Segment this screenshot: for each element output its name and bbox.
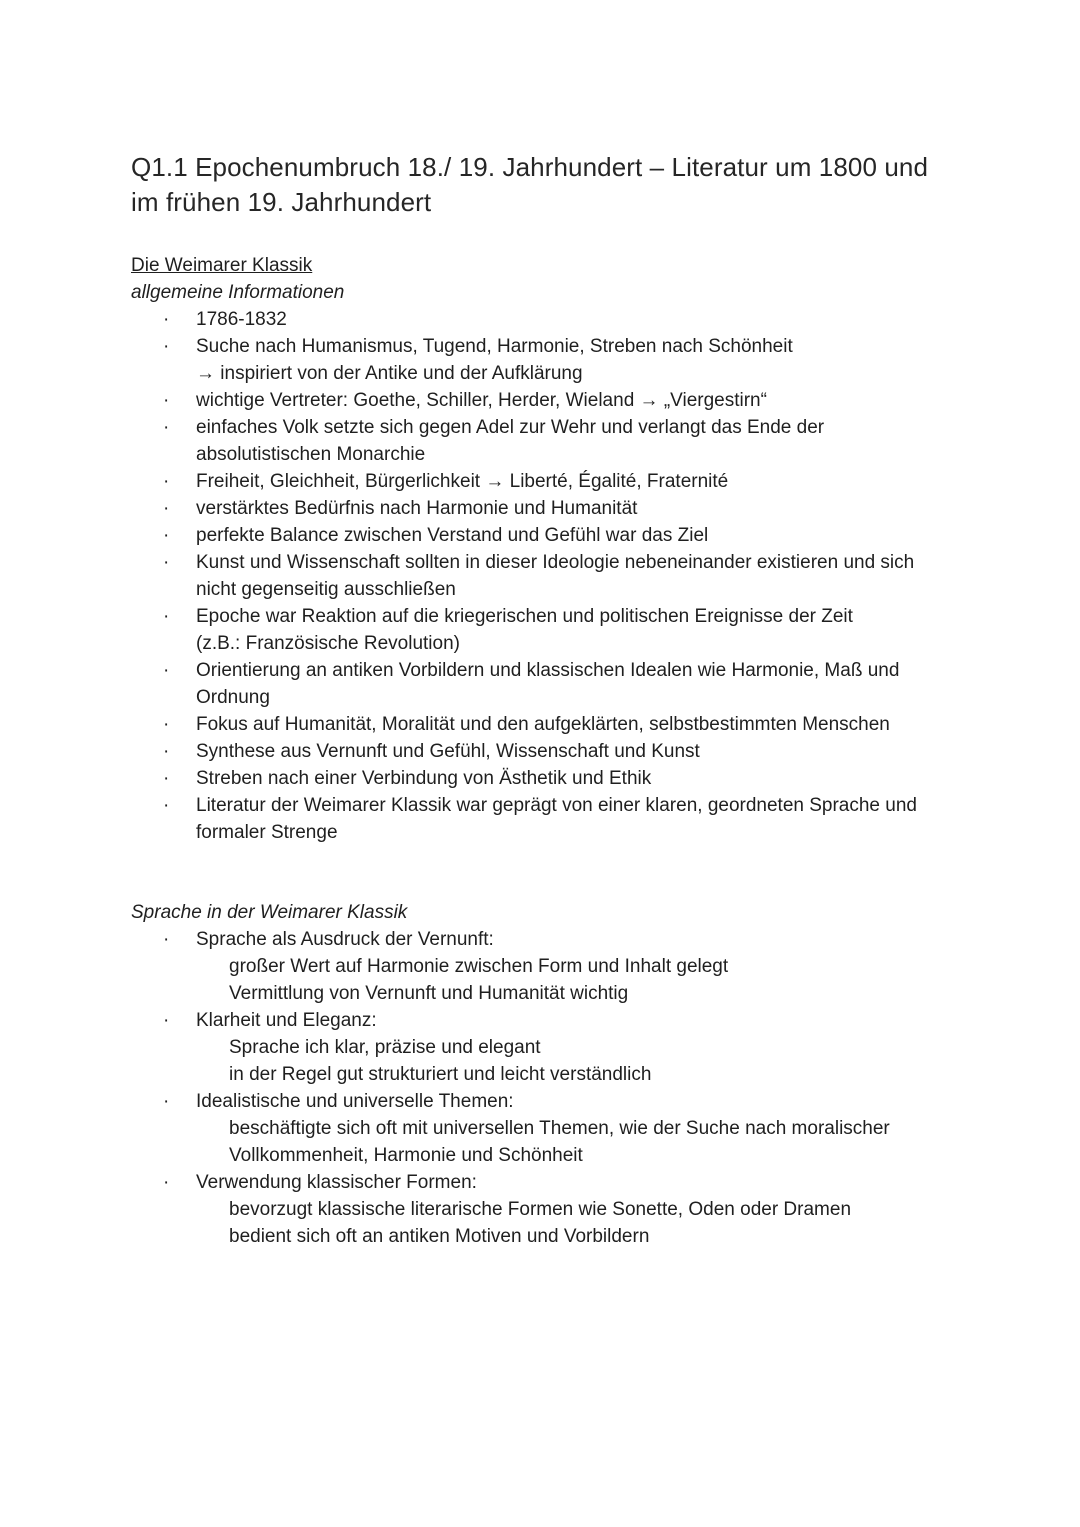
list-item [131,1088,961,1169]
list-item-text: Freiheit, Gleichheit, Bürgerlichkeit → Liberté, Égalité, Fraternité [196,471,729,492]
list-item [131,387,961,414]
list-item-detail: bedient sich oft an antiken Motiven und Vorbildern [229,1226,650,1247]
list-item [131,765,961,792]
list-item [131,657,961,711]
list-item [131,1169,961,1250]
list-item-continuation: nicht gegenseitig ausschließen [196,579,456,600]
list-item [131,603,961,657]
list-item [131,333,961,387]
general-info-list [131,306,961,846]
list-item-text: verstärktes Bedürfnis nach Harmonie und Humanität [196,498,638,519]
bullet-icon: · [163,390,170,411]
bullet-icon: · [163,498,170,519]
list-item-text: Suche nach Humanismus, Tugend, Harmonie, Streben nach Schönheit [196,336,793,357]
list-item-detail: Sprache ich klar, präzise und elegant [229,1037,541,1058]
list-item [131,414,961,468]
document-page [131,150,961,1250]
list-item-detail: großer Wert auf Harmonie zwischen Form und Inhalt gelegt [229,956,729,977]
list-item-detail: beschäftigte sich oft mit universellen Themen, wie der Suche nach moralischer [229,1118,890,1139]
language-list [131,926,961,1250]
list-item-detail: Vermittlung von Vernunft und Humanität wichtig [229,983,629,1004]
bullet-icon: · [163,552,170,573]
language-subheading: Sprache in der Weimarer Klassik [131,902,408,923]
list-item [131,468,961,495]
bullet-icon: · [163,795,170,816]
list-item-text: Verwendung klassischer Formen: [196,1172,477,1193]
list-item-text: einfaches Volk setzte sich gegen Adel zur Wehr und verlangt das Ende der [196,417,825,438]
list-item-text: perfekte Balance zwischen Verstand und Gefühl war das Ziel [196,525,709,546]
bullet-icon: · [163,714,170,735]
list-item [131,738,961,765]
bullet-icon: · [163,929,170,950]
bullet-icon: · [163,417,170,438]
list-item-continuation: formaler Strenge [196,822,338,843]
bullet-icon: · [163,768,170,789]
list-item-detail: Vollkommenheit, Harmonie und Schönheit [229,1145,583,1166]
list-item-text: Klarheit und Eleganz: [196,1010,377,1031]
list-item [131,495,961,522]
list-item-continuation: absolutistischen Monarchie [196,444,426,465]
list-item-text: Synthese aus Vernunft und Gefühl, Wissenschaft und Kunst [196,741,700,762]
list-item-text: Kunst und Wissenschaft sollten in dieser Ideologie nebeneinander existieren und sich [196,552,915,573]
bullet-icon: · [163,606,170,627]
bullet-icon: · [163,1091,170,1112]
bullet-icon: · [163,1172,170,1193]
list-item [131,549,961,603]
page-title: Q1.1 Epochenumbruch 18./ 19. Jahrhundert – Literatur um 1800 und im frühen 19. Jahrhundert [131,152,929,217]
list-item-continuation: (z.B.: Französische Revolution) [196,633,460,654]
list-item-detail: bevorzugt klassische literarische Formen wie Sonette, Oden oder Dramen [229,1199,852,1220]
list-item [131,522,961,549]
list-item-text: wichtige Vertreter: Goethe, Schiller, Herder, Wieland → „Viergestirn“ [196,390,767,411]
list-item-text: Idealistische und universelle Themen: [196,1091,514,1112]
list-item-detail: in der Regel gut strukturiert und leicht verständlich [229,1064,652,1085]
bullet-icon: · [163,1010,170,1031]
bullet-icon: · [163,660,170,681]
list-item-text: Orientierung an antiken Vorbildern und klassischen Idealen wie Harmonie, Maß und [196,660,900,681]
list-item-text: Sprache als Ausdruck der Vernunft: [196,929,494,950]
list-item-text: 1786-1832 [196,309,287,330]
bullet-icon: · [163,471,170,492]
general-info-subheading: allgemeine Informationen [131,282,345,303]
list-item [131,306,961,333]
bullet-icon: · [163,525,170,546]
bullet-icon: · [163,309,170,330]
list-item-continuation: Ordnung [196,687,270,708]
list-item-text: Fokus auf Humanität, Moralität und den aufgeklärten, selbstbestimmten Menschen [196,714,890,735]
bullet-icon: · [163,336,170,357]
list-item-text: Streben nach einer Verbindung von Ästhetik und Ethik [196,768,652,789]
list-item [131,711,961,738]
bullet-icon: · [163,741,170,762]
list-item-text: Literatur der Weimarer Klassik war geprägt von einer klaren, geordneten Sprache und [196,795,917,816]
list-item [131,926,961,1007]
list-item [131,792,961,846]
section-heading: Die Weimarer Klassik [131,255,313,276]
list-item-text: Epoche war Reaktion auf die kriegerischen und politischen Ereignisse der Zeit [196,606,853,627]
list-item-continuation: → inspiriert von der Antike und der Aufklärung [196,363,583,384]
list-item [131,1007,961,1088]
